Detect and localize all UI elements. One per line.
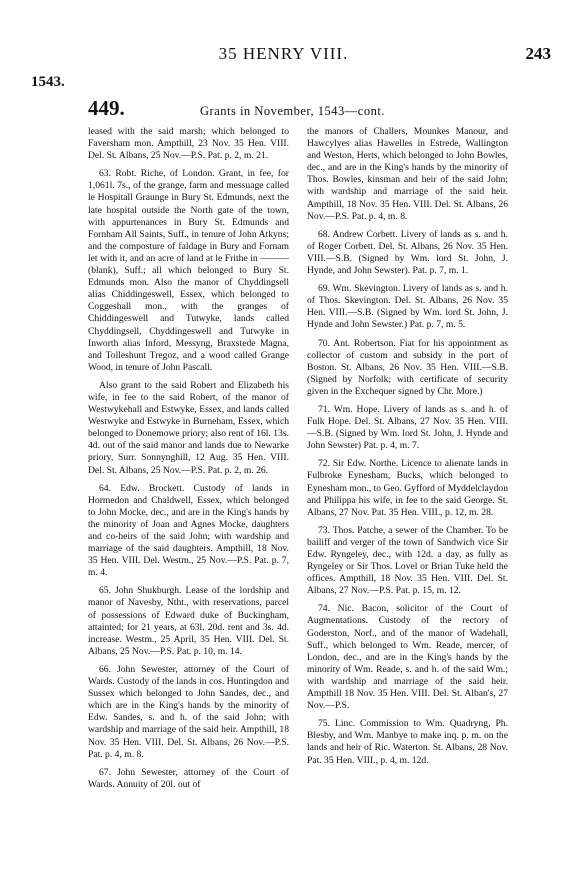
page-number: 243: [525, 44, 551, 63]
entry-70: 70. Ant. Robertson. Fiat for his appointment as collector of custom and subsidy in the port of Boston. St. Albans, 26 Nov. 35 Hen. VIII.—S.B. (Signed by Norfolk; with certificate of security given in the Exchequer signed by Chr. More.): [307, 337, 508, 397]
entry-66: 66. John Sewester, attorney of the Court of Wards. Custody of the lands in cos. Huntingdon and Sussex which belonged to John Sandes, dec., and which are in the King's hands by the minority of Edw. Sandes, s. and h. of the said John; with wardship and marriage of the said heir. Ampthill, 18 Nov. 35 Hen. VIII. Del. St. Albans, 26 Nov.—P.S. Pat. p. 4, m. 8.: [88, 663, 289, 760]
entry-continuation: leased with the said marsh; which belonged to Faversham mon. Ampthill, 23 Nov. 35 Hen. VIII. Del. St. Albans, 25 Nov.—P.S. Pat. p. 2, m. 21.: [88, 126, 289, 162]
entry-63: 63. Robt. Riche, of London. Grant, in fee, for 1,061l. 7s., of the grange, farm and messuage called le Hospitall Graunge in Bury St. Edmunds, next the late hospital outside the North gate of the town, with appurtenances in Bury St. Edmunds and Fornham All Saints, Suff., in tenure of John Atkyns; and the composture of faldage in Bury and Fornam let with it, and an acre of land at le Frithe in ——— (blank), Suff.; all which belonged to Bury St. Edmunds mon. Also the manor of Chyddingsell alias Chiddingeswell, Essex, which belonged to Coggeshall mon., with the granges of Chiddingeswell and Tutwyke, lands called Chyddingsell, Chyddingeswell and Tutwyke in Inworth alias Inford, Messyng, Braxstede Magna, and Tolleshunt Tregoz, and a wood called Grange Wood, in tenure of John Pascall.: [88, 168, 289, 373]
section-number: 449.: [88, 96, 125, 120]
section-title: Grants in November, 1543—cont.: [200, 104, 385, 118]
entry-69: 69. Wm. Skevington. Livery of lands as s. and h. of Thos. Skevington. Del. St. Albans, 26 Nov. 35 Hen. VIII.—S.B. (Signed by Wm. lord St. John, J. Hynde and John Sewster.) Pat. p. 7, m. 5.: [307, 283, 508, 331]
entry-64: 64. Edw. Brockett. Custody of lands in Hormedon and Chaldwell, Essex, which belonged to John Mocke, dec., and are in the King's hands by the minority of Joan and Agnes Mocke, daughters and co-heirs of the said John; with wardship and marriage of the said daughters. Ampthill, 18 Nov. 35 Hen. VIII. Del. Westm., 25 Nov.—P.S. Pat. p. 7, m. 4.: [88, 482, 289, 579]
entry-75: 75. Linc. Commission to Wm. Quadryng, Ph. Blesby, and Wm. Manbye to make inq. p. m. on the lands and heir of Ric. Waterton. St. Albans, 28 Nov. Pat. 35 Hen. VIII., p. 4, m. 12d.: [307, 718, 508, 766]
entry-63-continued: Also grant to the said Robert and Elizabeth his wife, in fee to the said Robert, of the manor of Westwykehall and Estwyke, Essex, and lands called Westwyke and Estwyke in Burneham, Essex, which belonged to Donemowe priory; also rent of 16l. 13s. 4d. out of the said manor and lands due to Newarke priory, Surr. Sonnynghill, 12 Aug. 35 Hen. VIII. Del. St. Albans, 25 Nov.—P.S. Pat. p. 2, m. 26.: [88, 379, 289, 476]
entry-72: 72. Sir Edw. Northe. Licence to alienate lands in Fulbroke Eynesham, Bucks, which belonged to Eynesham mon., to Geo. Gyfford of Myddelclaydon and Philippa his wife, in fee to the said George. St. Albans, 27 Nov. Pat. 35 Hen. VIII., p. 12, m. 28.: [307, 458, 508, 518]
entry-67: 67. John Sewester, attorney of the Court of Wards. Annuity of 20l. out of: [88, 766, 289, 790]
entry-74: 74. Nic. Bacon, solicitor of the Court of Augmentations. Custody of the rectory of Goderston, Norf., and of the manor of Wadehall, Suff., which belonged to Wm. Reade, mercer, of London, dec., and are in the King's hands by the minority of Wm. Reade, s. and h. of the said Wm.; with wardship and marriage of the said heir. Ampthill 18 Nov. 35 Hen. VIII. Del. St. Alban's, 27 Nov.—P.S.: [307, 603, 508, 712]
running-head-title: 35 HENRY VIII.: [218, 44, 349, 63]
entry-68: 68. Andrew Corbett. Livery of lands as s. and h. of Roger Corbett. Del. St. Albans, 26 Nov. 35 Hen. VIII.—S.B. (Signed by Wm. lord St. John, J. Hynde, and John Sewster). Pat. p. 7, m. 1.: [307, 228, 508, 277]
margin-year: 1543.: [31, 74, 65, 90]
entry-67-continued: the manors of Challers, Mounkes Manour, and Hawcylyes alias Hawelles in Estrede, Wallington and Weston, Herts, which belonged to John Bowles, dec., and are in the King's hands by the minority of Thos. Bowles, kinsman and heir of the said John; with wardship and marriage of the said heir. Ampthill, 18 Nov. 35 Hen. VIII. Del. St. Albans, 26 Nov.—P.S. Pat. p. 4, m. 8.: [307, 126, 508, 222]
right-column: [307, 126, 508, 767]
entry-71: 71. Wm. Hope. Livery of lands as s. and h. of Fulk Hope. Del. St. Albans, 27 Nov. 35 Hen. VIII.—S.B. (Signed by Wm. lord St. John, J. Hynde and John Sewster) Pat. p. 4, m. 7.: [307, 403, 508, 452]
left-column: [88, 126, 289, 791]
entry-65: 65. John Shukburgh. Lease of the lordship and manor of Navesby, Ntht., with reservations, parcel of possessions of Edward duke of Buckingham, attainted; for 21 years, at 63l. 20d. rent and 3s. 4d. increase. Westm., 25 April, 35 Hen. VIII. Del. St. Albans, 25 Nov.—P.S. Pat. p. 10, m. 14.: [88, 585, 289, 657]
entry-73: 73. Thos. Patche, a sewer of the Chamber. To be bailiff and verger of the town of Sandwich vice Sir Edw. Ryngeley, dec., with 12d. a day, as fully as Ryngeley or Sir Thos. Lovel or Brian Tuke held the offices. Ampthill, 18 Nov. 35 Hen. VIII. Del. St. Albans, 27 Nov.—P.S. Pat. p. 15, m. 12.: [307, 524, 508, 597]
